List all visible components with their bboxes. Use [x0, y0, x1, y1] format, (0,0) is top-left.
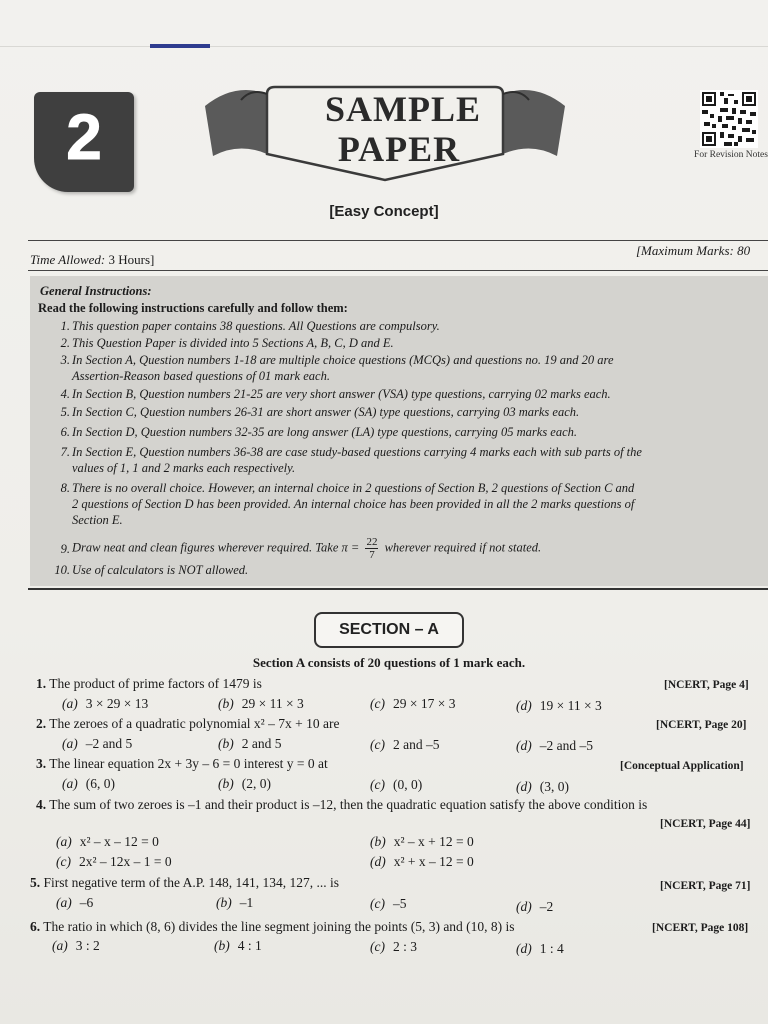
question-3-option-b: (b) (2, 0)	[218, 776, 271, 791]
top-accent-strip	[150, 44, 210, 48]
question-5-option-a: (a) –6	[56, 895, 94, 910]
time-allowed-label: Time Allowed:	[30, 252, 106, 267]
instruction-item: 6. In Section D, Question numbers 32-35 are long answer (LA) type questions, carrying 05 marks each.	[60, 425, 578, 439]
question-3-reference: [Conceptual Application]	[620, 760, 744, 772]
section-a-heading: SECTION – A	[314, 612, 464, 648]
question-5-reference: [NCERT, Page 71]	[660, 880, 751, 892]
question-1-option-b: (b) 29 × 11 × 3	[218, 696, 304, 711]
question-2-option-d: (d) –2 and –5	[516, 738, 593, 753]
question-1-option-a: (a) 3 × 29 × 13	[62, 696, 149, 711]
question-6-option-d: (d) 1 : 4	[516, 941, 564, 956]
pi-fraction: $\frac{22}{7}$	[366, 536, 378, 561]
question-5: 5. First negative term of the A.P. 148, 141, 134, 127, ... is	[30, 875, 339, 890]
paper-number-badge	[34, 92, 134, 192]
banner-title-line2: PAPER	[337, 129, 461, 169]
header-rule-top	[28, 240, 768, 241]
question-3-option-c: (c) (0, 0)	[370, 777, 423, 792]
maximum-marks: [Maximum Marks: 80	[636, 243, 751, 258]
instructions-title: General Instructions:	[40, 284, 152, 298]
question-5-option-d: (d) –2	[516, 899, 554, 914]
title-banner	[205, 84, 565, 184]
question-2: 2. The zeroes of a quadratic polynomial x² – 7x + 10 are	[36, 716, 340, 731]
top-divider	[0, 46, 768, 47]
question-2-option-c: (c) 2 and –5	[370, 737, 440, 752]
question-6-reference: [NCERT, Page 108]	[652, 922, 749, 934]
question-5-option-b: (b) –1	[216, 895, 254, 910]
section-description: Section A consists of 20 questions of 1 mark each.	[252, 655, 526, 670]
question-3-option-a: (a) (6, 0)	[62, 776, 115, 791]
instruction-item: 10. Use of calculators is NOT allowed.	[54, 563, 249, 577]
instruction-item: 2. This Question Paper is divided into 5 Sections A, B, C, D and E.	[60, 336, 394, 350]
qr-caption: For Revision Notes	[694, 150, 768, 160]
question-6-option-b: (b) 4 : 1	[214, 938, 262, 953]
question-4-option-a: (a) x² – x – 12 = 0	[56, 834, 159, 849]
time-allowed	[30, 252, 154, 268]
question-4-option-c: (c) 2x² – 12x – 1 = 0	[56, 854, 172, 869]
instruction-item: 7. In Section E, Question numbers 36-38 are case study-based questions carrying 4 marks each with sub parts of the values of 1, 1 and 2 marks each respectively.	[60, 445, 642, 475]
instruction-item: 4. In Section B, Question numbers 21-25 are very short answer (VSA) type questions, carrying 02 marks each.	[60, 387, 611, 401]
question-3-option-d: (d) (3, 0)	[516, 779, 569, 794]
question-6-option-c: (c) 2 : 3	[370, 939, 417, 954]
question-1-option-d: (d) 19 × 11 × 3	[516, 698, 602, 713]
header-rule-bottom	[28, 270, 768, 271]
question-4-option-b: (b) x² – x + 12 = 0	[370, 834, 474, 849]
question-3: 3. The linear equation 2x + 3y – 6 = 0 interest y = 0 at	[36, 756, 328, 771]
banner-title-line1: SAMPLE	[324, 89, 481, 129]
question-2-option-a: (a) –2 and 5	[62, 736, 133, 751]
instruction-item: 9. Draw neat and clean figures wherever required. Take π = $\frac{22}{7}$ wherever required if not stated.	[60, 536, 542, 561]
question-4: 4. The sum of two zeroes is –1 and their product is –12, then the quadratic equation satisfy the above condition is	[36, 797, 648, 812]
question-4-option-d: (d) x² + x – 12 = 0	[370, 854, 474, 869]
difficulty-label: [Easy Concept]	[329, 203, 439, 220]
instruction-item: 8. There is no overall choice. However, an internal choice in 2 questions of Section B, 2 questions of Section C and 2 questions of Section D has been provided. An internal choice has been provided in all the 2 marks questions of Section E.	[60, 481, 635, 527]
question-1-reference: [NCERT, Page 4]	[664, 679, 749, 691]
question-6-option-a: (a) 3 : 2	[52, 938, 100, 953]
question-2-option-b: (b) 2 and 5	[218, 736, 282, 751]
qr-code-icon[interactable]	[700, 90, 758, 148]
instruction-item: 1. This question paper contains 38 questions. All Questions are compulsory.	[60, 319, 440, 333]
time-allowed-value: 3 Hours]	[108, 252, 155, 267]
instructions-intro: Read the following instructions carefully and follow them:	[38, 301, 348, 315]
question-4-reference: [NCERT, Page 44]	[660, 818, 751, 830]
instruction-item: 3. In Section A, Question numbers 1-18 are multiple choice questions (MCQs) and questions no. 19 and 20 are Assertion-Reason based questions of 01 mark each.	[60, 353, 614, 383]
question-1-option-c: (c) 29 × 17 × 3	[370, 696, 456, 711]
instructions-bottom-rule	[28, 588, 768, 590]
question-6: 6. The ratio in which (8, 6) divides the line segment joining the points (5, 3) and (10, 8) is	[30, 919, 515, 934]
question-1: 1. The product of prime factors of 1479 is	[36, 676, 262, 691]
paper-number: 2	[66, 101, 102, 173]
question-2-reference: [NCERT, Page 20]	[656, 719, 747, 731]
question-5-option-c: (c) –5	[370, 896, 407, 911]
instruction-item: 5. In Section C, Question numbers 26-31 are short answer (SA) type questions, carrying 03 marks each.	[60, 405, 580, 419]
